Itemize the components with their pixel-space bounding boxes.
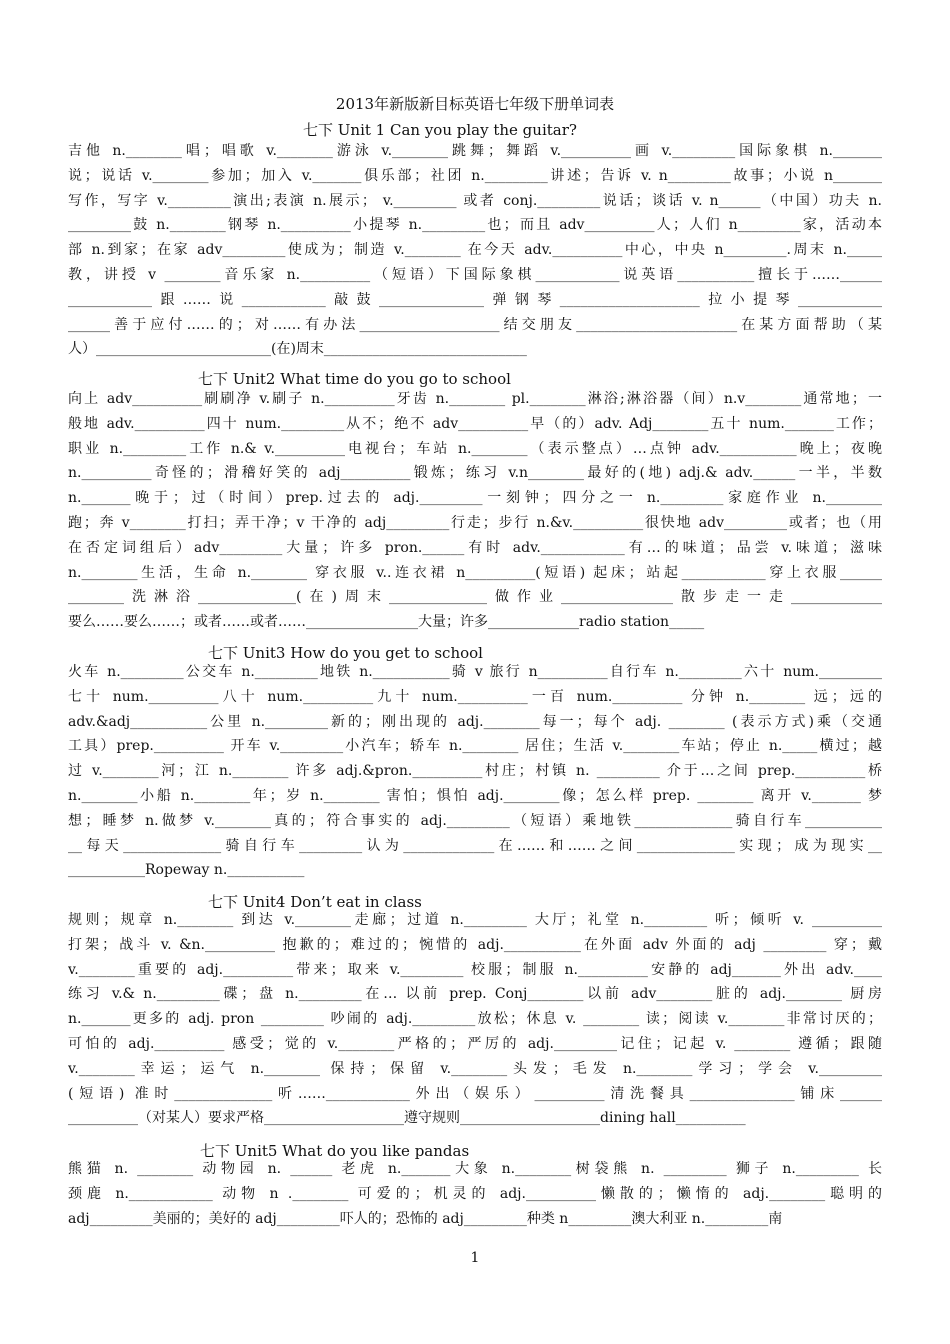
vocab-line: 部 n.到家；在家 adv_________使成为；制造 v.________ 在今天 adv.__________中心，中央 n_________.周末 n._____ (68, 242, 882, 259)
section-heading: 七下 Unit5 What do you like pandas (200, 1142, 470, 1160)
vocab-line: 跑；奔 v________打扫；弄干净；v 干净的 adj_________行走；步行 n.&v.__________很快地 adv_________或者；也（用 (68, 515, 882, 531)
vocab-line: n.________小船 n.________年；岁 n.________ 害怕；惧怕 adj.________像；怎么样 prep. ________ 离开 v._______ 梦 (68, 788, 882, 804)
vocab-line: n.________生活，生命 n.________ 穿衣服 v..连衣裙 n__________(短语) 起床；站起____________穿上衣服______ (68, 564, 882, 581)
vocab-line: v.________重要的 adj.__________带来；取来 v._________ 校服；制服 n.__________安静的 adj_______外出 adv.____ (68, 961, 882, 978)
vocab-line: 规则；规章 n.________ 到达 v.________走廊；过道 n._________ 大厅；礼堂 n._________ 听；倾听 v. __________ (68, 912, 882, 928)
vocab-line: n._______更多的 adj. pron _________ 吵闹的 adj._________放松；休息 v. ________ 读；阅读 v.________非常讨厌的； (68, 1011, 882, 1028)
vocab-line: ______善于应付……的；对……有办法____________________结交朋友_______________________在某方面帮助（某 (68, 316, 882, 333)
vocab-line: 吉他 n.________唱；唱歌 v.________游泳 v.________跳舞；舞蹈 v.__________画 v._________国际象棋 n._______ (68, 143, 882, 159)
document-title: 2013年新版新目标英语七年级下册单词表 (335, 95, 615, 113)
section-heading: 七下 Unit2 What time do you go to school (198, 370, 511, 388)
vocab-line: ___________Ropeway n.___________ (68, 862, 305, 879)
vocab-line: adv.&adj___________公里 n._________新的；刚出现的 adj.________每一；每个 adj. ________ (表示方式)乘（交通 (68, 713, 882, 730)
vocab-line: v.________幸运；运气 n.________ 保持；保留 v.________头发；毛发 n.________学习；学会 v._________ (68, 1060, 882, 1077)
vocab-line: __________（对某人）要求严格____________________遵守规则____________________dining hall__________ (68, 1110, 746, 1127)
vocab-line: _________鼓 n.________钢琴 n.__________小提琴 n._________也；而且 adv__________人；人们 n_________家，活动本 (68, 217, 882, 234)
vocab-line: 般地 adv.__________四十 num._________从不；绝不 adv__________早（的）adv. Adj________五十 num._______工作； (68, 415, 882, 432)
vocab-line: 工具）prep.__________ 开车 v._________小汽车；轿车 n.________ 居住；生活 v.________车站；停止 n._____横过；越 (68, 738, 882, 755)
vocab-line: ________洗淋浴______________(在)周末______________做作业________________散步走一走_____________ (68, 589, 882, 606)
section-heading: 七下 Unit4 Don’t eat in class (208, 893, 422, 911)
vocab-line: adj_________美丽的；美好的 adj_________吓人的；恐怖的 adj_________种类 n_________澳大利亚 n._________南 (68, 1210, 783, 1227)
vocab-line: 教，讲授 v ________音乐家 n.__________（短语）下国际象棋____________说英语___________擅长于……______ (68, 267, 882, 283)
vocab-line: __每天______________骑自行车_________认为_____________在……和……之间______________实现；成为现实__ (68, 837, 882, 854)
section-heading: 七下 Unit3 How do you get to school (208, 644, 483, 662)
vocab-line: 人）_________________________(在)周末_____________________________ (68, 341, 527, 358)
vocab-line: 职业 n._________工作 n.& v.__________电视台；车站 n.________（表示整点）…点钟 adv.___________晚上；夜晚 (68, 440, 882, 457)
vocab-line: 想；睡梦 n.做梦 v.________真的；符合事实的 adj._________（短语）乘地铁______________骑自行车___________ (68, 812, 882, 829)
vocab-line: n.__________奇怪的；滑稽好笑的 adj__________锻炼；练习 v.n________最好的(地) adj.& adv.______一半，半数 (68, 465, 882, 482)
vocab-line: 颈鹿 n.____________ 动物 n .________ 可爱的；机灵的 adj.__________懒散的；懒惰的 adj.________聪明的 (68, 1185, 882, 1202)
page-number: 1 (470, 1250, 480, 1266)
vocab-line: 过 v.________河；江 n.________ 许多 adj.&pron.__________村庄；村镇 n. _________ 介于…之间 prep.__________桥 (68, 763, 882, 780)
vocab-line: 火车 n._________公交车 n._________地铁 n.___________骑 v 旅行 n__________自行车 n._________六十 num._________ (68, 664, 882, 680)
vocab-line: n._______晚于；过（时间）prep.过去的 adj._________一刻钟；四分之一 n._________家庭作业 n.________ (68, 490, 882, 507)
vocab-line: 写作，写字 v._________演出;表演 n.展示； v._________ 或者 conj._________说话；谈话 v. n______（中国）功夫 n. (68, 192, 882, 209)
vocab-line: 七十 num.__________八十 num.__________九十 num.__________一百 num.__________ 分钟 n.________ 远；远的 (68, 688, 882, 705)
vocab-line: 练习 v.& n._________碟；盘 n._________在… 以前 prep. Conj________以前 adv________脏的 adj.________ 厨房 (68, 986, 882, 1003)
vocab-line: (短语) 准时______________听……____________外出（娱乐）__________清洗餐具_______________铺床______ (68, 1085, 882, 1102)
vocab-line: 熊猫 n. ________ 动物园 n. ______ 老虎 n._______大象 n.________树袋熊 n. _________ 狮子 n._________ 长 (68, 1161, 882, 1177)
vocab-line: ____________跟……说____________敲鼓_______________弹钢琴____________________拉小提琴____________ (68, 291, 882, 308)
vocab-line: 说；说话 v.________参加；加入 v._______俱乐部；社团 n._________讲述；告诉 v. n_________故事；小说 n_______ (68, 167, 882, 184)
vocab-line: 可怕的 adj.__________ 感受；觉的 v.________严格的；严厉的 adj._________记住；记起 v. ________ 遵循；跟随 (68, 1036, 882, 1052)
vocab-line: 要么……要么……；或者……或者……________________大量；许多_____________radio station_____ (68, 614, 705, 631)
vocab-line: 向上 adv__________刷刷净 v.刷子 n.__________牙齿 n.________ pl.________淋浴;淋浴器（间）n.v________通常地；一 (68, 391, 882, 407)
vocab-line: 打架；战斗 v. &n.__________ 抱歉的；难过的；惋惜的 adj.___________在外面 adv 外面的 adj _________ 穿；戴 (68, 936, 882, 953)
vocab-line: 在否定词组后）adv_________大量；许多 pron.______有时 adv.____________有…的味道；品尝 v.味道；滋味 (68, 539, 882, 556)
section-heading: 七下 Unit 1 Can you play the guitar? (303, 121, 577, 139)
